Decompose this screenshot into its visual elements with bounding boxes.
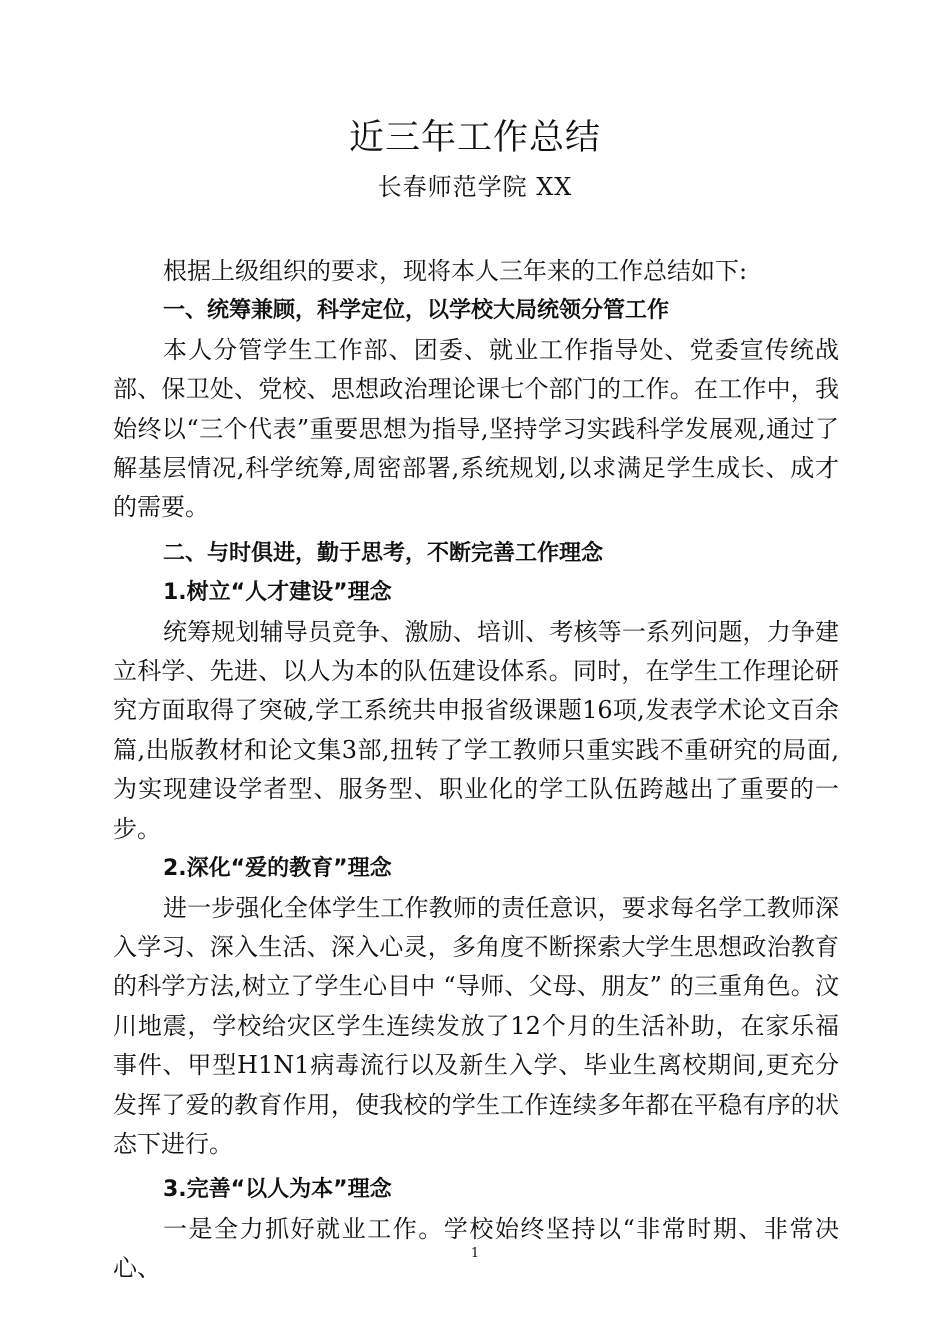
section1-heading: 一、统筹兼顾，科学定位，以学校大局统领分管工作 (163, 298, 670, 324)
subsection3-heading: 3.完善“以人为本”理念 (163, 1177, 392, 1203)
document-title: 近三年工作总结 (348, 118, 601, 158)
subsection3-paragraph: 一是全力抓好就业工作。学校始终坚持以“非常时期、非常决心、 (113, 1214, 839, 1283)
subsection1-paragraph: 统筹规划辅导员竞争、激励、培训、考核等一系列问题，力争建立科学、先进、以人为本的队伍建设体系。同时，在学生工作理论研究方面取得了突破,学工系统共申报省级课题16项,发表学术论文百余篇,出版教材和论文集3部,扭转了学工教师只重实践不重研究的局面,为实现建设学者型、服务型、职业化的学工队伍跨越出了重要的一步。 (113, 617, 839, 843)
page-number: 1 (470, 1246, 480, 1261)
subsection1-heading: 1.树立“人才建设”理念 (163, 580, 392, 606)
subsection2-heading: 2.深化“爱的教育”理念 (163, 856, 392, 882)
section2-heading: 二、与时俱进，勤于思考，不断完善工作理念 (163, 540, 604, 566)
section1-paragraph: 本人分管学生工作部、团委、就业工作指导处、党委宣传统战部、保卫处、党校、思想政治理论课七个部门的工作。在工作中，我始终以“三个代表”重要思想为指导,坚持学习实践科学发展观,通过了解基层情况,科学统筹,周密部署,系统规划,以求满足学生成长、成才的需要。 (113, 335, 839, 522)
subsection2-paragraph: 进一步强化全体学生工作教师的责任意识，要求每名学工教师深入学习、深入生活、深入心灵，多角度不断探索大学生思想政治教育的科学方法,树立了学生心目中 “导师、父母、朋友” 的三重角色。汶川地震，学校给灾区学生连续发放了12个月的生活补助，在家乐福事件、甲型H1N1病毒流行以及新生入学、毕业生离校期间,更充分发挥了爱的教育作用，使我校的学生工作连续多年都在平稳有序的状态下进行。 (113, 893, 839, 1158)
intro-paragraph: 根据上级组织的要求，现将本人三年来的工作总结如下: (163, 257, 748, 285)
author-line: 长春师范学院 XX (377, 173, 573, 201)
document-body (113, 252, 839, 1289)
